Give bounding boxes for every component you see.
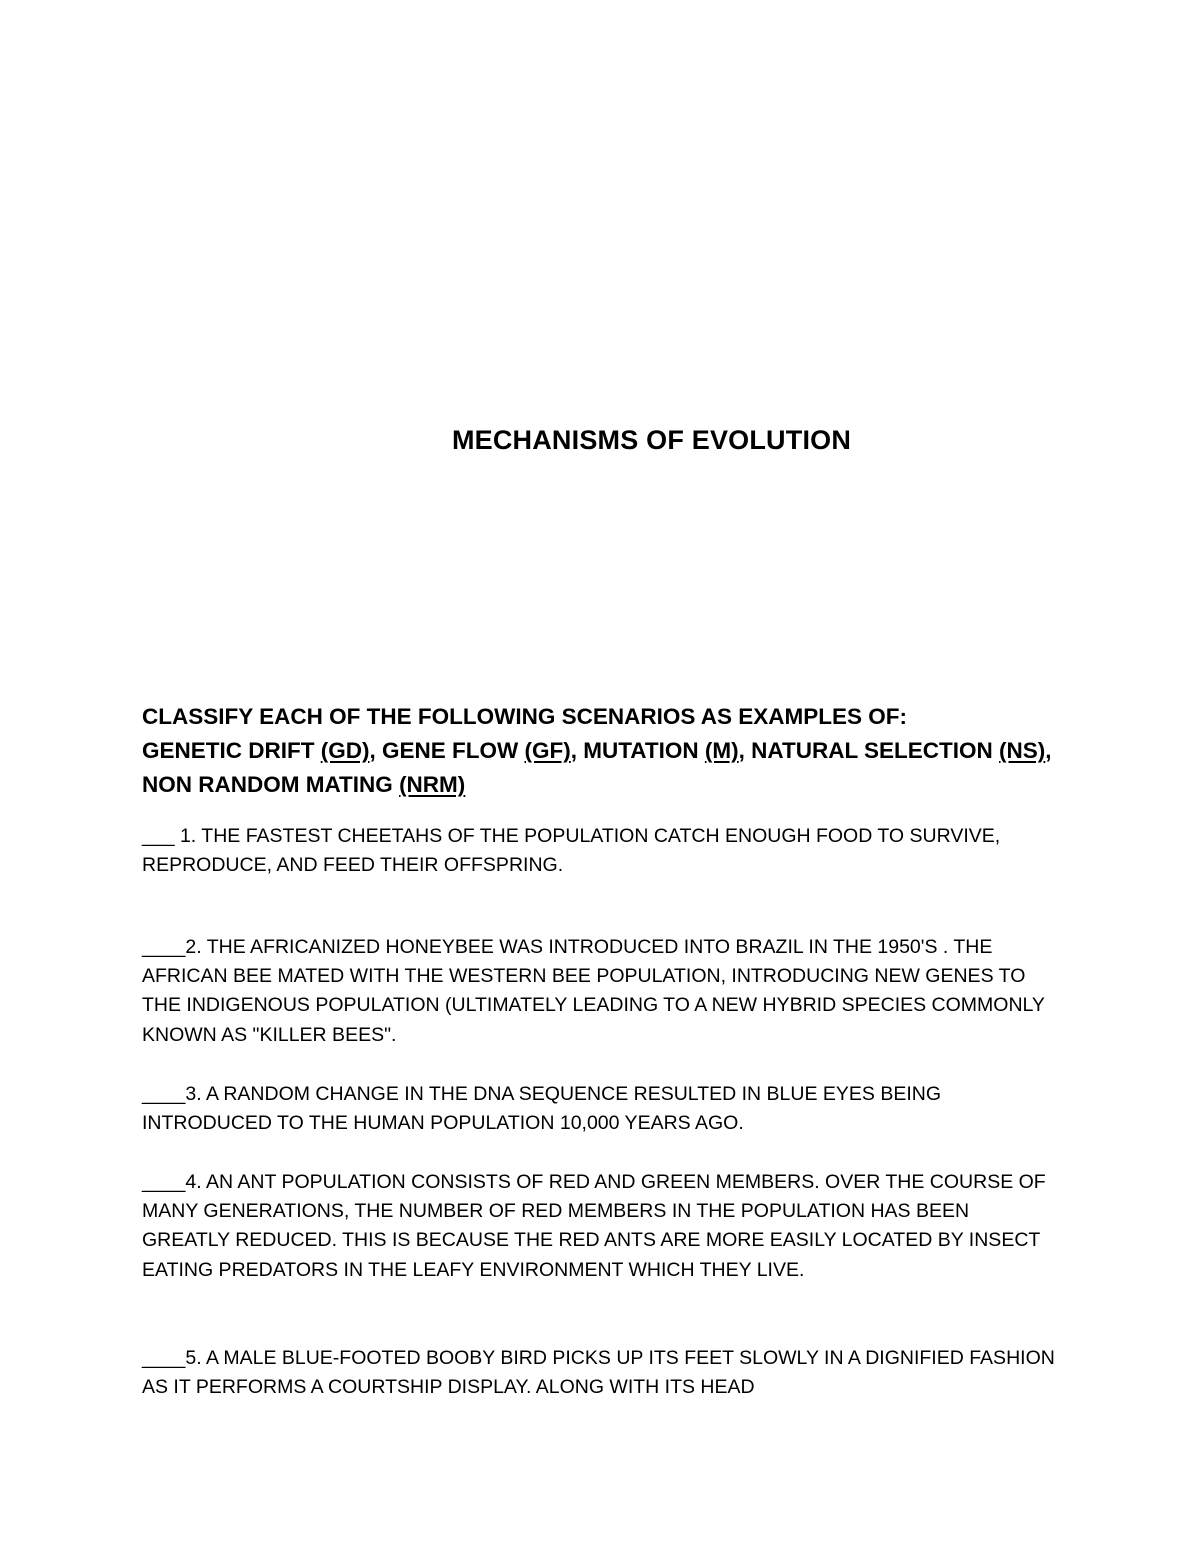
answer-blank-3: ____: [142, 1083, 186, 1105]
question-text-3: 3. A RANDOM CHANGE IN THE DNA SEQUENCE RESULTED IN BLUE EYES BEING INTRODUCED TO THE HUMAN POPULATION 10,000 YEARS AGO.: [142, 1083, 942, 1135]
abbrev-ns: (NS): [999, 738, 1046, 763]
question-text-1: 1. THE FASTEST CHEETAHS OF THE POPULATION CATCH ENOUGH FOOD TO SURVIVE, REPRODUCE, AND FEED THEIR OFFSPRING.: [142, 825, 1001, 877]
instructions-text-nrm: , NON RANDOM MATING: [142, 738, 1052, 797]
question-text-4: 4. AN ANT POPULATION CONSISTS OF RED AND GREEN MEMBERS. OVER THE COURSE OF MANY GENERATIONS, THE NUMBER OF RED MEMBERS IN THE POPULATION HAS BEEN GREATLY REDUCED. THIS IS BECAUSE THE RED ANTS ARE MORE EASILY LOCATED BY INSECT EATING PREDATORS IN THE LEAFY ENVIRONMENT WHICH THEY LIVE.: [142, 1171, 1046, 1281]
instructions-text-gf: , GENE FLOW: [369, 738, 525, 763]
abbrev-gf: (GF): [524, 738, 571, 763]
instructions-text-m: , MUTATION: [570, 738, 705, 763]
question-text-5: 5. A MALE BLUE-FOOTED BOOBY BIRD PICKS UP ITS FEET SLOWLY IN A DIGNIFIED FASHION AS IT PERFORMS A COURTSHIP DISPLAY. ALONG WITH ITS HEAD: [142, 1347, 1055, 1399]
question-4: [142, 1168, 1062, 1285]
instructions-line-1: CLASSIFY EACH OF THE FOLLOWING SCENARIOS AS EXAMPLES OF:: [142, 704, 908, 729]
instructions-text-gd: GENETIC DRIFT: [142, 738, 321, 763]
abbrev-nrm: (NRM): [399, 772, 466, 797]
question-1: [142, 822, 1062, 880]
question-5: [142, 1344, 1062, 1402]
instructions: [142, 700, 1052, 802]
answer-blank-1: ___: [142, 825, 175, 847]
answer-blank-2: ____: [142, 936, 186, 958]
abbrev-m: (M): [704, 738, 739, 763]
question-text-2: 2. THE AFRICANIZED HONEYBEE WAS INTRODUCED INTO BRAZIL IN THE 1950'S . THE AFRICAN BEE MATED WITH THE WESTERN BEE POPULATION, INTRODUCING NEW GENES TO THE INDIGENOUS POPULATION (ULTIMATELY LEADING TO A NEW HYBRID SPECIES COMMONLY KNOWN AS "KILLER BEES".: [142, 936, 1045, 1046]
question-3: [142, 1080, 1062, 1138]
question-2: [142, 933, 1062, 1050]
instructions-text-ns: , NATURAL SELECTION: [738, 738, 1000, 763]
answer-blank-4: ____: [142, 1171, 186, 1193]
answer-blank-5: ____: [142, 1347, 186, 1369]
abbrev-gd: (GD): [320, 738, 370, 763]
page-title: MECHANISMS OF EVOLUTION: [451, 425, 852, 455]
